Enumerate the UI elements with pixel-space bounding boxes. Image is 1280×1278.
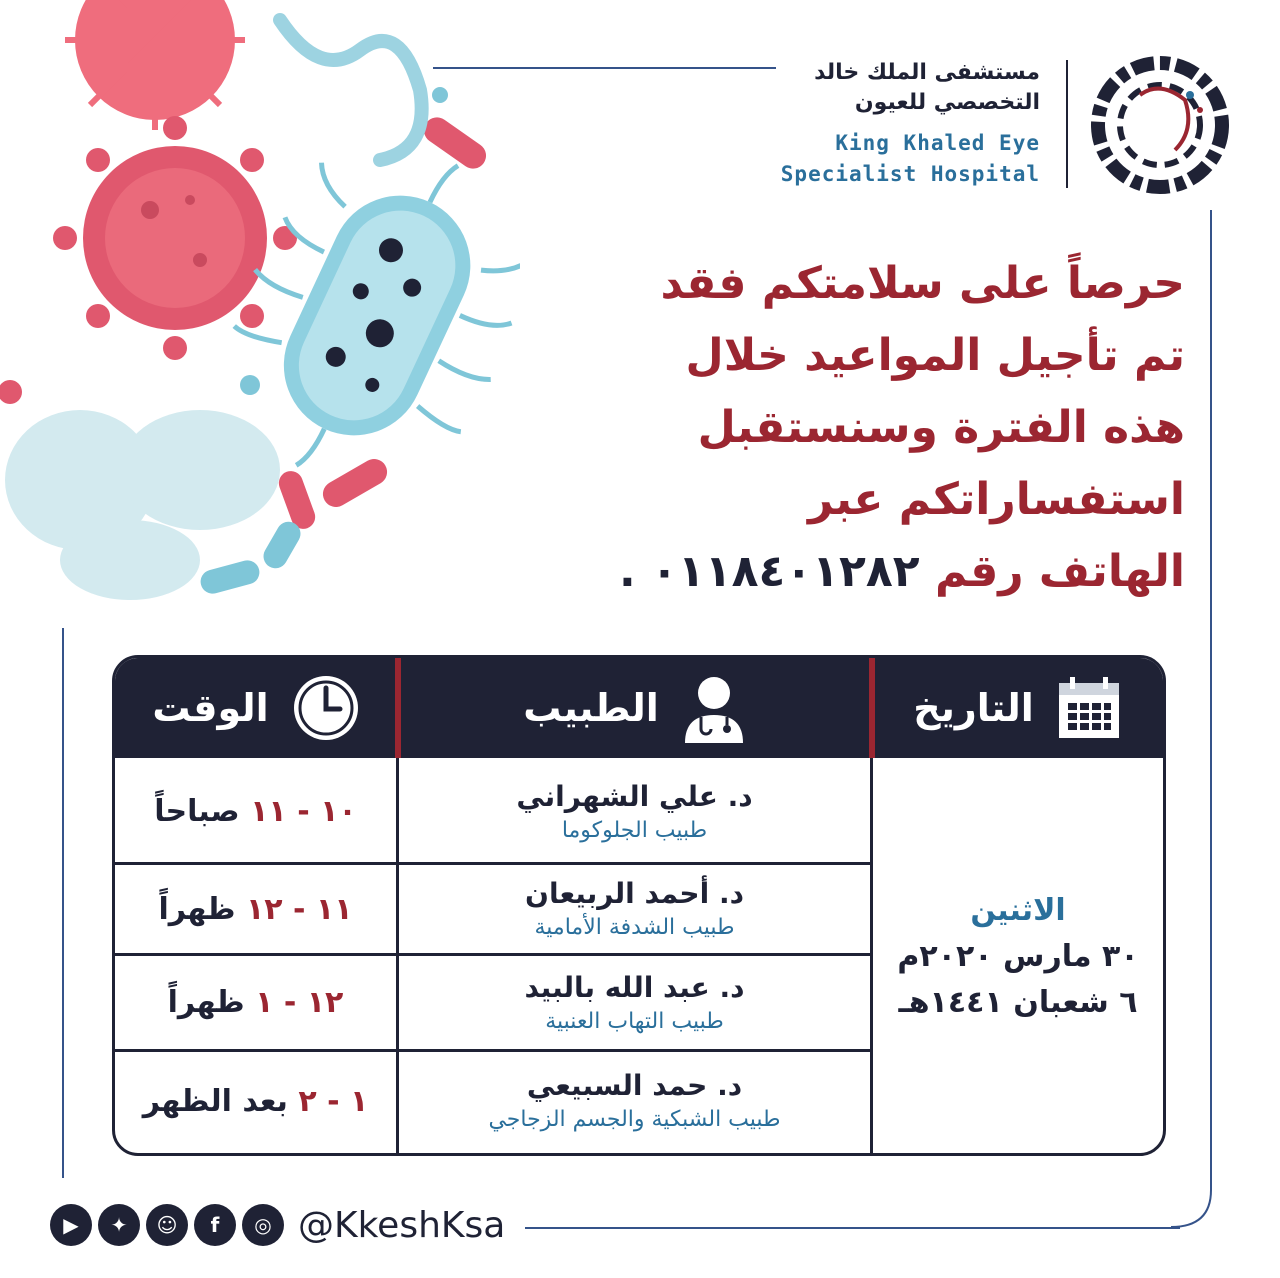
header-separator xyxy=(395,658,401,758)
time-range: ١٢ - ١ xyxy=(255,985,344,1020)
time-period: صباحاً xyxy=(154,794,240,829)
schedule-table xyxy=(112,655,1166,1156)
youtube-icon[interactable]: ▶ xyxy=(50,1204,92,1246)
doctor-cell xyxy=(399,761,870,862)
header-time: الوقت xyxy=(115,658,398,758)
table-header xyxy=(115,658,1163,758)
time-range: ١ - ٢ xyxy=(298,1083,369,1119)
time-period: ظهراً xyxy=(167,985,245,1020)
time-period: ظهراً xyxy=(158,891,236,927)
doctor-name: د. عبد الله بالبيد xyxy=(524,970,745,1004)
frame-corner xyxy=(1170,1180,1220,1230)
date-gregorian: ٣٠ مارس ٢٠٢٠م xyxy=(897,939,1139,974)
header-date: التاريخ xyxy=(872,658,1163,758)
frame-left-line xyxy=(62,628,64,1178)
time-period: بعد الظهر xyxy=(142,1083,288,1119)
snapchat-icon[interactable]: ☺ xyxy=(146,1204,188,1246)
date-day: الاثنين xyxy=(970,893,1066,928)
hospital-logo-icon xyxy=(1080,55,1240,195)
frame-top-line xyxy=(433,67,776,69)
postponement-notice: حرصاً على سلامتكم فقد تم تأجيل المواعيد خلال هذه الفترة وسنستقبل استفساراتكم عبر الهاتف رقم ٠١١٨٤٠١٢٨٢ . xyxy=(619,258,1185,597)
hospital-name-arabic: مستشفى الملك خالد التخصصي للعيون xyxy=(814,60,1040,115)
time-range: ١١ - ١٢ xyxy=(245,891,353,927)
curly-microbe-icon xyxy=(280,20,422,160)
time-cell xyxy=(115,956,396,1049)
calendar-icon xyxy=(1056,675,1122,741)
doctor-name: د. علي الشهراني xyxy=(516,779,753,813)
doctor-specialty: طبيب التهاب العنبية xyxy=(545,1008,724,1034)
social-bar xyxy=(50,1204,505,1246)
time-cell xyxy=(115,865,396,953)
header-doctor: الطبيب xyxy=(398,658,872,758)
frame-right-line xyxy=(1210,210,1212,1190)
doctor-name: د. حمد السبيعي xyxy=(526,1069,743,1102)
hospital-name-english: King Khaled Eye Specialist Hospital xyxy=(780,131,1040,186)
phone-number[interactable]: ٠١١٨٤٠١٢٨٢ . xyxy=(619,546,920,597)
frame-bottom-line xyxy=(525,1227,1180,1229)
time-range: ١٠ - ١١ xyxy=(250,794,357,829)
logo-divider xyxy=(1066,60,1068,188)
doctor-specialty: طبيب الجلوكوما xyxy=(561,817,708,843)
doctor-name: د. أحمد الربيعان xyxy=(525,877,744,910)
instagram-icon[interactable]: ◎ xyxy=(242,1204,284,1246)
header-separator xyxy=(869,658,875,758)
time-cell xyxy=(115,1052,396,1150)
germs-illustration xyxy=(0,0,520,640)
doctor-cell xyxy=(399,956,870,1049)
social-handle[interactable]: @KkeshKsa xyxy=(298,1204,506,1246)
clock-icon xyxy=(291,673,361,743)
coronavirus-icon xyxy=(53,116,297,360)
facebook-icon[interactable]: f xyxy=(194,1204,236,1246)
doctor-icon xyxy=(681,673,747,743)
date-hijri: ٦ شعبان ١٤٤١هـ xyxy=(898,985,1138,1020)
twitter-icon[interactable]: ✦ xyxy=(98,1204,140,1246)
date-cell xyxy=(873,761,1163,1153)
doctor-cell xyxy=(399,865,870,953)
doctor-specialty: طبيب الشدفة الأمامية xyxy=(534,915,735,940)
doctor-specialty: طبيب الشبكية والجسم الزجاجي xyxy=(488,1107,781,1132)
doctor-cell xyxy=(399,1052,870,1150)
time-cell xyxy=(115,761,396,862)
virus-icon xyxy=(65,0,245,130)
